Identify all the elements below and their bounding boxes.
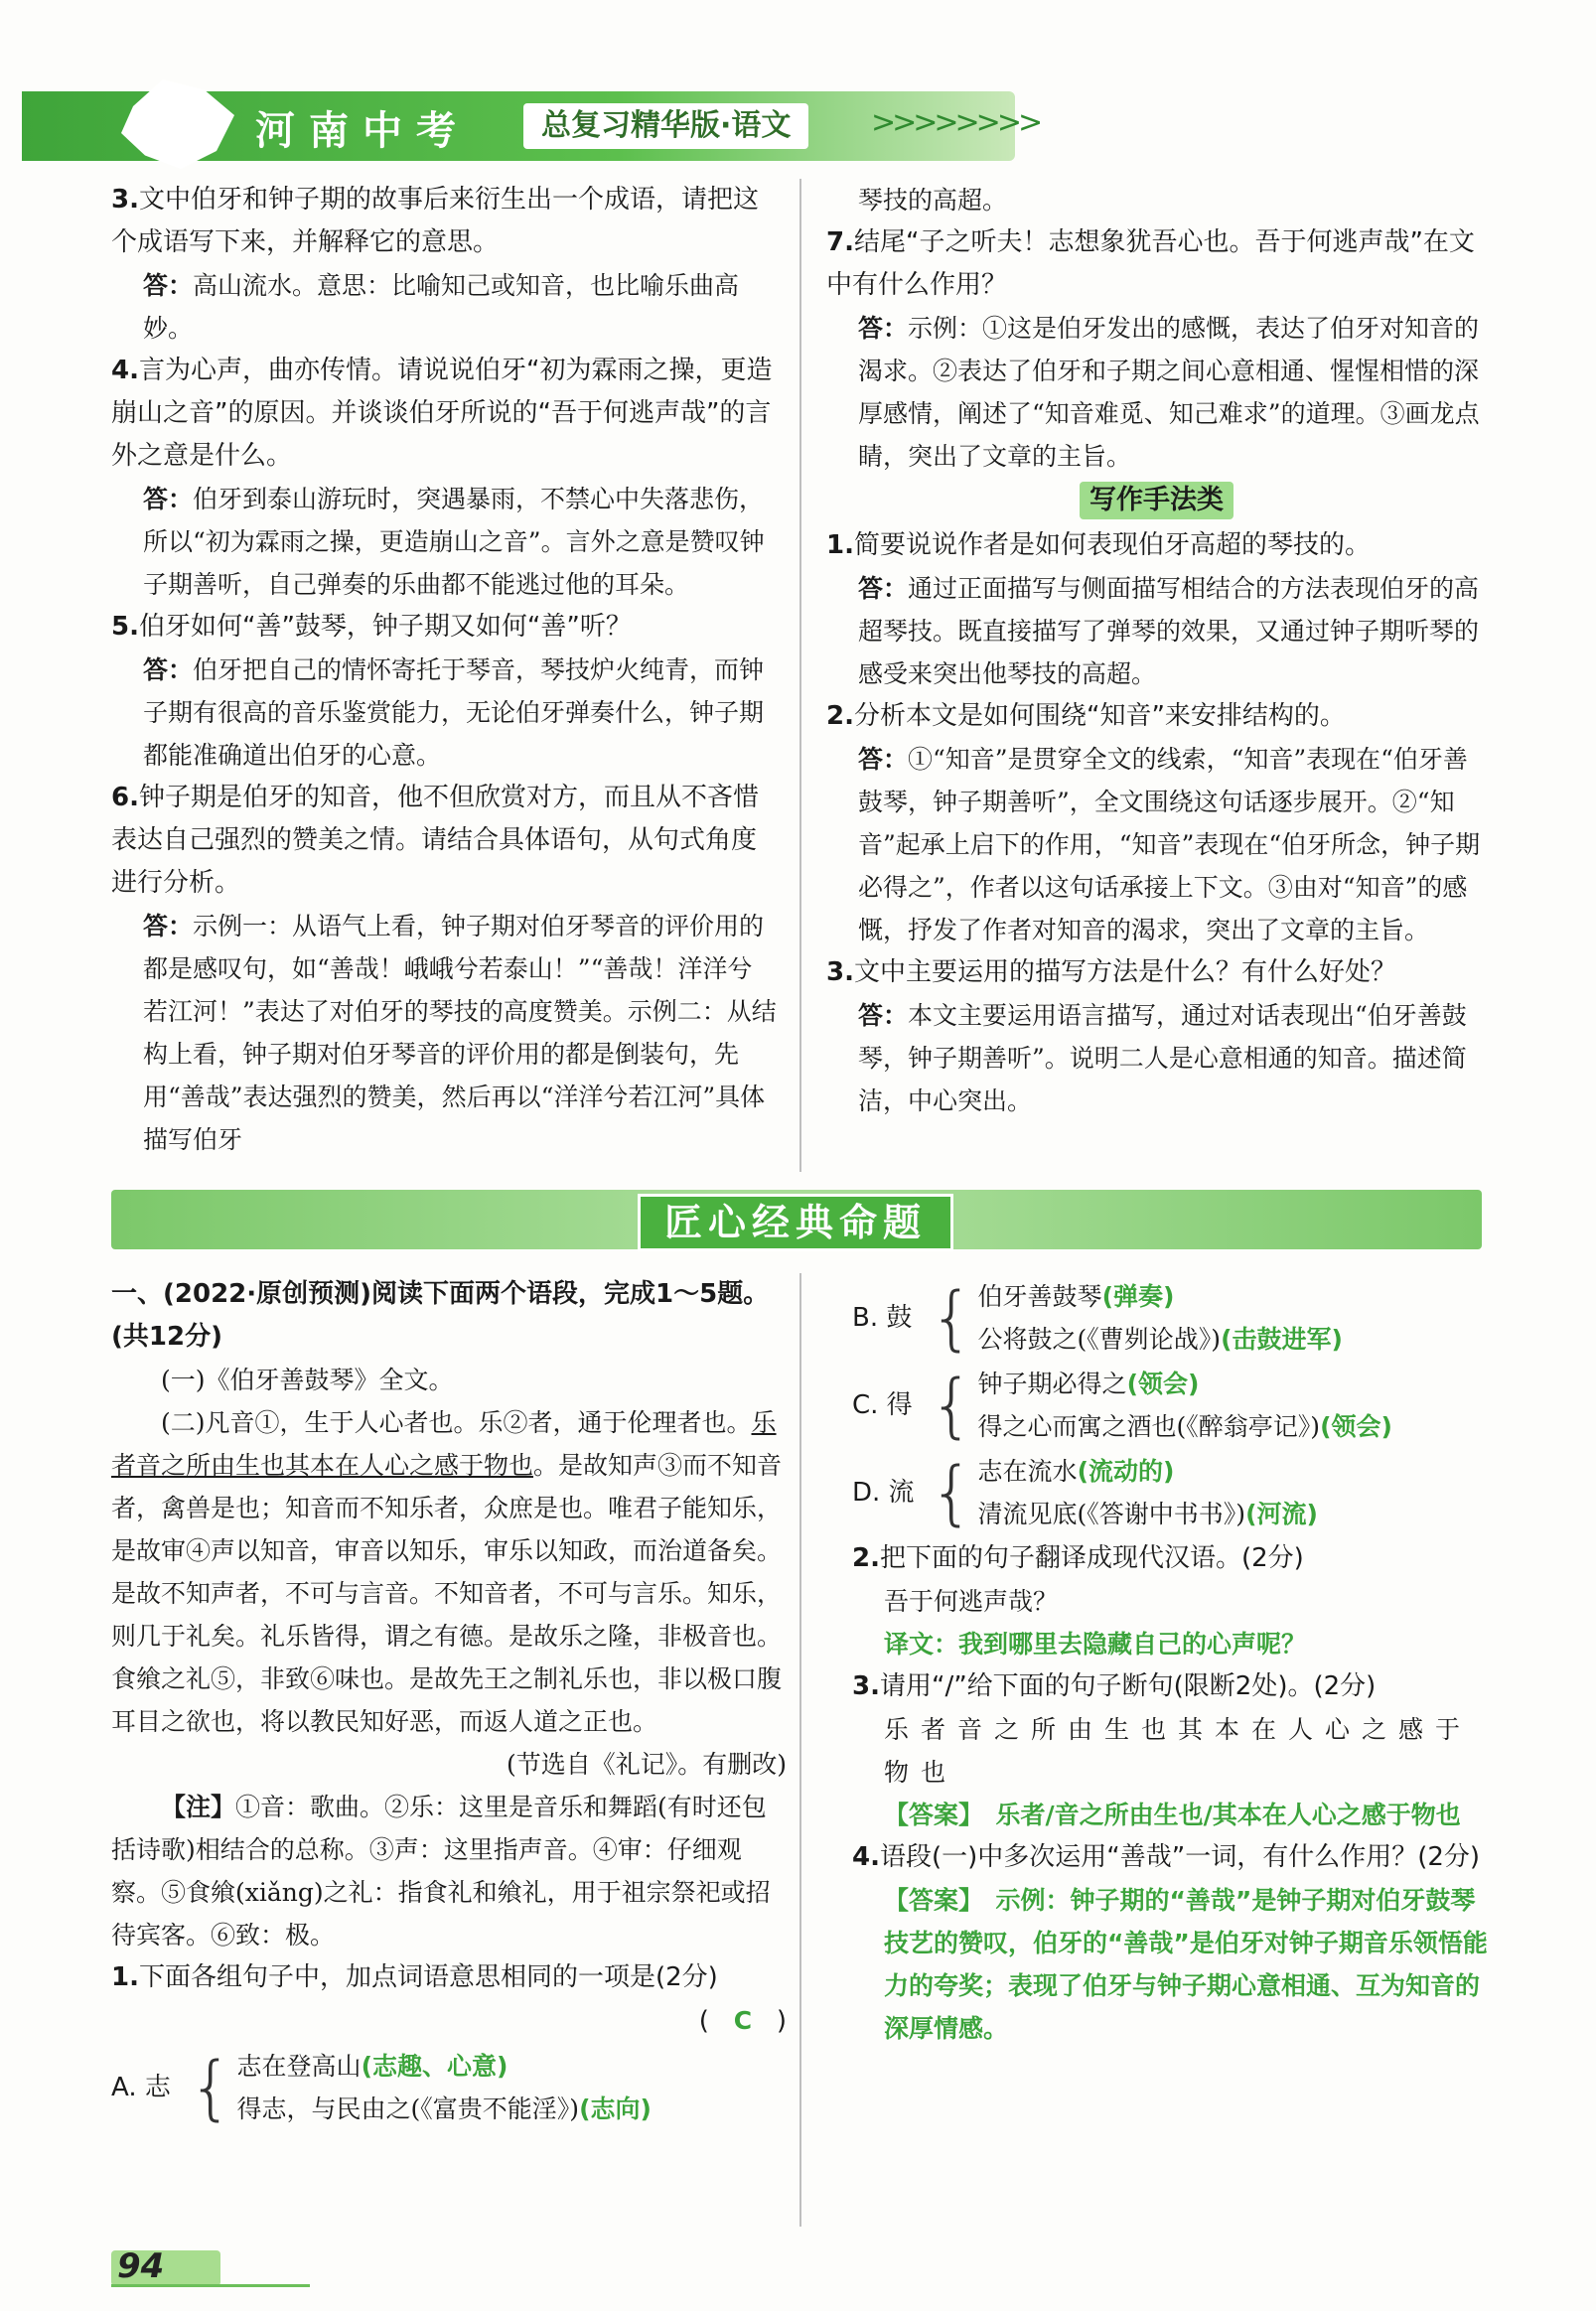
writing-question-3: [826, 951, 1487, 1122]
option-gloss-2: (河流): [1245, 1500, 1318, 1528]
writing-question-2: [826, 695, 1487, 951]
header-title: 河南中考: [255, 108, 470, 154]
column-divider-bottom: [799, 1273, 801, 2227]
option-line-2: 得志，与民由之(《富贵不能淫》): [236, 2094, 580, 2123]
right-top-column: [826, 179, 1487, 1122]
option-line-2: 得之心而寓之酒也(《醉翁亭记》): [977, 1412, 1321, 1441]
column-divider-top: [799, 179, 801, 1172]
option-label: A. 志: [111, 2072, 171, 2102]
question-number: 1.: [826, 530, 854, 560]
answer-text: 伯牙把自己的情怀寄托于琴音，琴技炉火纯青，而钟子期有很高的音乐鉴赏能力，无论伯牙弹奏什么，钟子期都能准确道出伯牙的心意。: [143, 655, 765, 770]
notes-text: ①音：歌曲。②乐：这里是音乐和舞蹈(有时还包括诗歌)相结合的总称。③声：这里指声音。④审：仔细观察。⑤食飨(xiǎng)之礼：指食礼和飨礼，用于祖宗祭祀或招待宾客。⑥致：极。: [111, 1793, 771, 1950]
question-3: [111, 179, 777, 350]
option-gloss-1: (领会): [1126, 1370, 1200, 1398]
question-text: 简要说说作者是如何表现伯牙高超的琴技的。: [853, 530, 1371, 560]
option-line-1: 志在流水: [977, 1457, 1078, 1486]
brace-icon: {: [189, 2047, 233, 2128]
answer-label: 答：: [143, 912, 194, 940]
passage-source: (节选自《礼记》。有删改): [506, 1750, 787, 1779]
option-line-1: 钟子期必得之: [977, 1370, 1127, 1398]
answer-label: 答：: [858, 1001, 909, 1030]
header-subtitle: 总复习精华版·语文: [523, 103, 808, 149]
option-gloss-2: (志向): [579, 2094, 652, 2123]
answer-text: 伯牙到泰山游玩时，突遇暴雨，不禁心中失落悲伤，所以“初为霖雨之操，更造崩山之音”。言外之意是赞叹钟子期善听，自己弹奏的乐曲都不能逃过他的耳朵。: [143, 485, 765, 599]
passage-2: [111, 1401, 787, 1743]
question-number: 7.: [826, 227, 854, 257]
option-gloss-2: (击鼓进军): [1221, 1325, 1343, 1354]
exercise-question-1: [111, 1956, 787, 1999]
answer-continuation: 琴技的高超。: [858, 186, 1008, 215]
brace-icon: {: [930, 1365, 974, 1446]
answer-choice: C: [733, 2006, 753, 2035]
answer-text: 通过正面描写与侧面描写相结合的方法表现伯牙的高超琴技。既直接描写了弹琴的效果，又通过钟子期听琴的感受来突出他琴技的高超。: [858, 574, 1480, 688]
page-number: 94: [117, 2246, 165, 2286]
brace-icon: {: [930, 1452, 974, 1533]
answer-text: 示例：①这是伯牙发出的感慨，表达了伯牙对知音的渴求。②表达了伯牙和子期之间心意相通、惺惺相惜的深厚感情，阐述了“知音难觅、知己难求”的道理。③画龙点睛，突出了文章的主旨。: [858, 314, 1480, 471]
henan-map-icon: [121, 79, 240, 169]
question-5: [111, 606, 777, 777]
question-number: 4.: [111, 356, 139, 385]
option-gloss-1: (弹奏): [1101, 1282, 1175, 1311]
question-number: 3.: [852, 1671, 880, 1701]
question-4: [111, 350, 777, 606]
question-number: 6.: [111, 783, 139, 812]
question-number: 4.: [852, 1842, 880, 1872]
passage-2-start: (二)凡音①，生于人心者也。乐②者，通于伦理者也。: [161, 1408, 752, 1437]
answer-label: 答：: [858, 745, 909, 774]
option-line-2: 公将鼓之(《曹刿论战》): [977, 1325, 1222, 1354]
passage-2-rest: 。是故知声③而不知音者，禽兽是也；知音而不知乐者，众庶是也。唯君子能知乐，是故审④声以知音，审音以知乐，审乐以知政，而治道备矣。是故不知声者，不可与言音。不知音者，不可与言乐。知乐，则几于礼矣。礼乐皆得，谓之有德。是故乐之隆，非极音也。食飨之礼⑤，非致⑥味也。是故先王之制礼乐也，非以极口腹耳目之欲也，将以教民知好恶，而返人道之正也。: [111, 1451, 783, 1736]
bracket-close: ): [776, 2006, 787, 2036]
question-text: 分析本文是如何围绕“知音”来安排结构的。: [853, 701, 1346, 731]
question-6: [111, 777, 777, 1161]
section-banner-title: 匠心经典命题: [638, 1194, 953, 1251]
question-number: 2.: [852, 1543, 880, 1573]
section-heading: 写作手法类: [1080, 482, 1233, 519]
answer-label: 答：: [858, 574, 909, 603]
question-text: 把下面的句子翻译成现代汉语。(2分): [879, 1543, 1304, 1573]
answer-label: 答：: [143, 271, 194, 300]
question-text: 言为心声，曲亦传情。请说说伯牙“初为霖雨之操，更造崩山之音”的原因。并谈谈伯牙所说的“吾于何逃声哉”的言外之意是什么。: [111, 356, 773, 471]
question-text: 钟子期是伯牙的知音，他不但欣赏对方，而且从不吝惜表达自己强烈的赞美之情。请结合具体语句，从句式角度进行分析。: [111, 783, 759, 898]
bottom-right-column: [852, 1273, 1493, 2050]
question-text: 语段(一)中多次运用“善哉”一词，有什么作用？(2分): [879, 1842, 1481, 1872]
option-line-1: 伯牙善鼓琴: [977, 1282, 1102, 1311]
option-gloss-1: (流动的): [1077, 1457, 1175, 1486]
answer-text: 【答案】 示例：钟子期的“善哉”是钟子期对伯牙鼓琴技艺的赞叹，伯牙的“善哉”是伯牙对钟子期音乐领悟能力的夸奖；表现了伯牙与钟子期心意相通、互为知音的深厚情感。: [884, 1886, 1488, 2043]
question-text: 下面各组句子中，加点词语意思相同的一项是(2分): [138, 1962, 718, 1992]
option-line-2: 清流见底(《答谢中书书》): [977, 1500, 1246, 1528]
exercise-question-3: [852, 1665, 1493, 1836]
answer-text: 译文：我到哪里去隐藏自己的心声呢？: [884, 1630, 1307, 1659]
question-number: 2.: [826, 701, 854, 731]
question-number: 3.: [111, 185, 139, 215]
option-label: B. 鼓: [852, 1302, 913, 1333]
bottom-left-column: [111, 1273, 787, 2132]
answer-bracket: [111, 1999, 787, 2043]
header-banner: [22, 91, 1040, 161]
answer-text: 【答案】 乐者/音之所由生也/其本在人心之感于物也: [884, 1801, 1461, 1829]
option-a: [111, 2045, 787, 2130]
brace-icon: {: [930, 1277, 974, 1359]
question-number: 5.: [111, 612, 139, 642]
option-label: C. 得: [852, 1389, 913, 1420]
answer-text: 本文主要运用语言描写，通过对话表现出“伯牙善鼓琴，钟子期善听”。说明二人是心意相通的知音。描述简洁，中心突出。: [858, 1001, 1467, 1115]
passage-notes: [111, 1786, 787, 1956]
writing-question-1: [826, 524, 1487, 695]
question-text: 结尾“子之听夫！志想象犹吾心也。吾于何逃声哉”在文中有什么作用？: [826, 227, 1475, 300]
sentence: 吾于何逃声哉？: [884, 1587, 1059, 1616]
question-number: 1.: [111, 1962, 139, 1992]
question-text: 文中伯牙和钟子期的故事后来衍生出一个成语，请把这个成语写下来，并解释它的意思。: [111, 185, 759, 257]
answer-label: 答：: [858, 314, 909, 343]
answer-text: ①“知音”是贯穿全文的线索，“知音”表现在“伯牙善鼓琴，钟子期善听”，全文围绕这句话逐步展开。②“知音”起承上启下的作用，“知音”表现在“伯牙所念，钟子期必得之”，作者以这句话承接上下文。③由对“知音”的感慨，抒发了作者对知音的渴求，突出了文章的主旨。: [858, 745, 1481, 944]
option-label: D. 流: [852, 1477, 915, 1508]
option-d: [852, 1450, 1493, 1535]
question-number: 3.: [826, 957, 854, 987]
sentence: 乐者音之所由生也其本在人心之感于物也: [884, 1715, 1473, 1787]
answer-text: 示例一：从语气上看，钟子期对伯牙琴音的评价用的都是感叹句，如“善哉！峨峨兮若泰山！”“善哉！洋洋兮若江河！”表达了对伯牙的琴技的高度赞美。示例二：从结构上看，钟子期对伯牙琴音的评价用的都是倒装句，先用“善哉”表达强烈的赞美，然后再以“洋洋兮若江河”具体描写伯牙: [143, 912, 777, 1154]
notes-label: 【注】: [161, 1793, 236, 1821]
section-banner: [111, 1190, 1482, 1249]
exercise-question-4: [852, 1836, 1493, 2050]
passage-2-underlined: 乐者音之所由生也其本在人心之感于物也: [111, 1408, 777, 1480]
left-top-column: [111, 179, 777, 1161]
question-text: 伯牙如何“善”鼓琴，钟子期又如何“善”听？: [138, 612, 632, 642]
header-arrows: >>>>>>>>: [871, 105, 1040, 140]
option-gloss-2: (领会): [1320, 1412, 1392, 1441]
exercise-intro: 一、(2022·原创预测)阅读下面两个语段，完成1～5题。(共12分): [111, 1279, 770, 1352]
answer-label: 答：: [143, 655, 194, 684]
option-gloss-1: (志趣、心意): [361, 2052, 508, 2081]
answer-text: 高山流水。意思：比喻知己或知音，也比喻乐曲高妙。: [143, 271, 740, 343]
option-b: [852, 1275, 1493, 1361]
option-line-1: 志在登高山: [236, 2052, 362, 2081]
passage-1-title: (一)《伯牙善鼓琴》全文。: [161, 1366, 454, 1394]
option-c: [852, 1363, 1493, 1448]
question-7: [826, 221, 1487, 478]
answer-label: 答：: [143, 485, 194, 513]
exercise-question-2: [852, 1537, 1493, 1665]
question-text: 文中主要运用的描写方法是什么？有什么好处？: [853, 957, 1396, 987]
bracket-open: (: [698, 2006, 709, 2036]
question-text: 请用“/”给下面的句子断句(限断2处)。(2分): [879, 1671, 1377, 1701]
